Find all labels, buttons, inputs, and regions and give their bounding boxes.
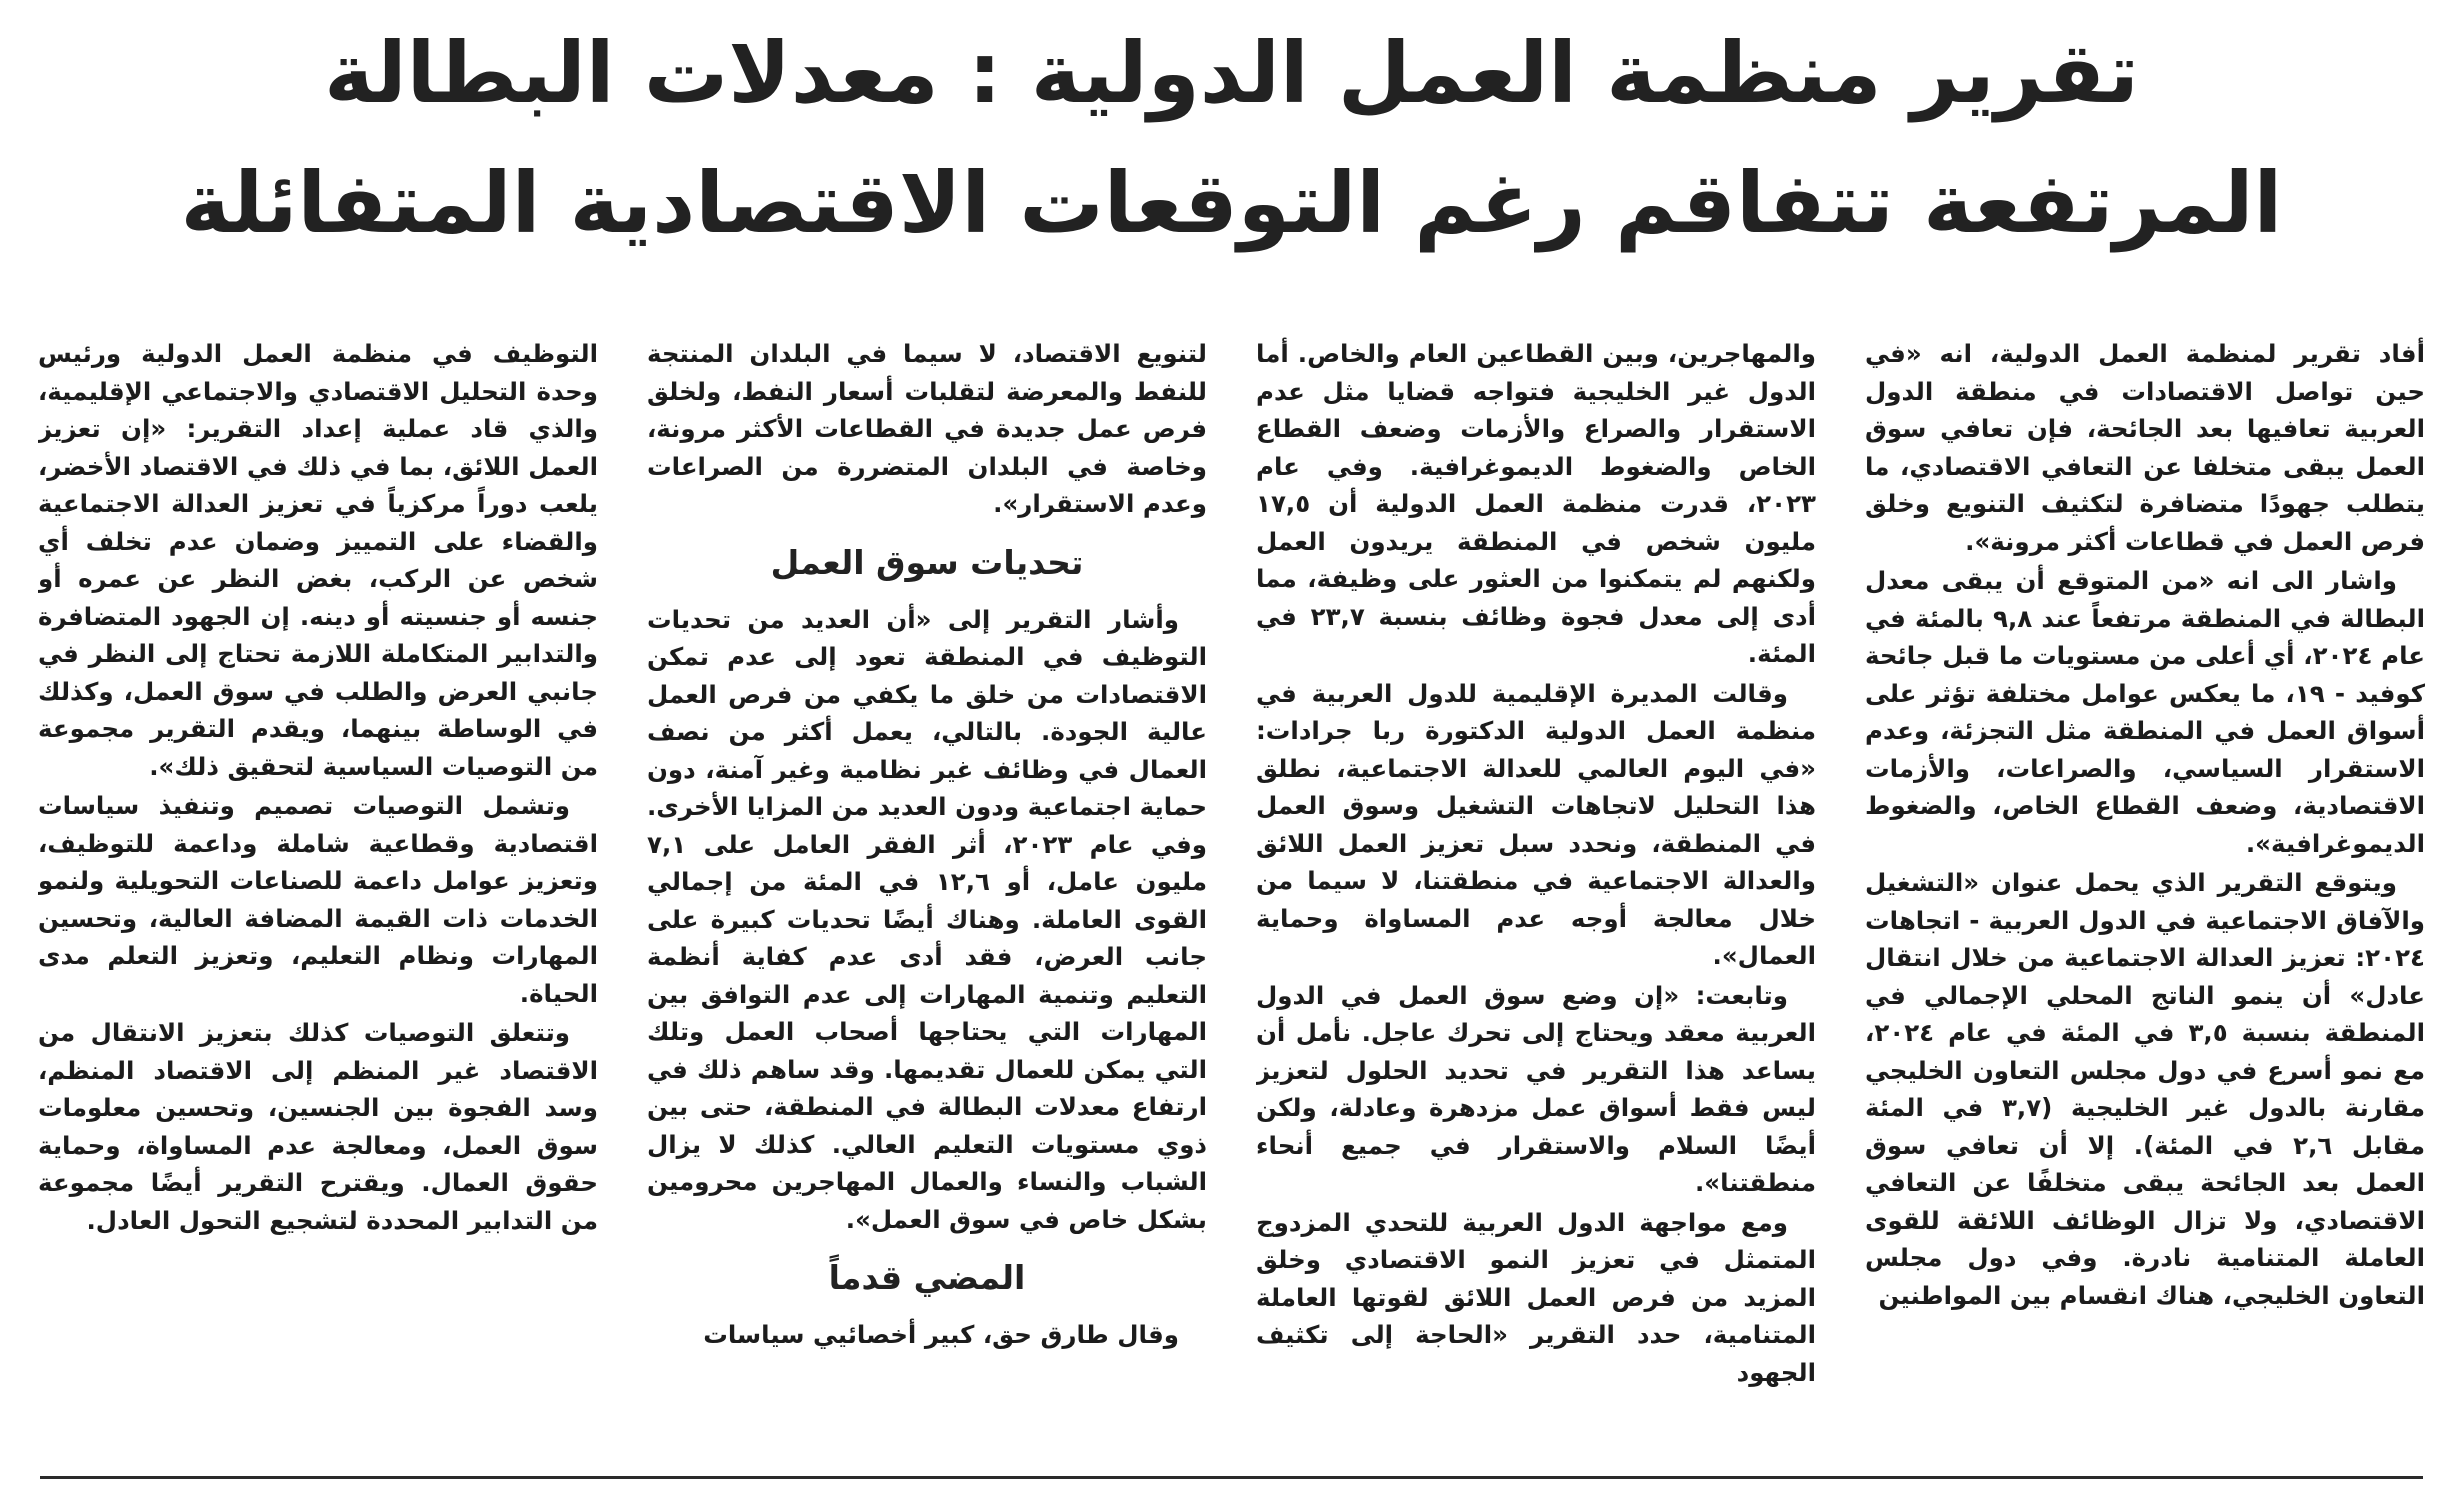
paragraph: وقالت المديرة الإقليمية للدول العربية في منظمة العمل الدولية الدكتورة ربا جرادات: «في اليوم العالمي للعدالة الاجتماعية، نطلق هذا التحليل لاتجاهات التشغيل وسوق العمل في المنطقة، ونحدد سبل تعزيز العمل اللائق والعدالة الاجتماعية في منطقتنا، لا سيما من خلال معالجة أوجه عدم المساواة وحماية العمال». (1256, 678, 1816, 970)
column-1 (1865, 335, 2425, 1460)
headline-line-2: المرتفعة تتفاقم رغم التوقعات الاقتصادية المتفائلة (180, 154, 2283, 252)
paragraph: وتشمل التوصيات تصميم وتنفيذ سياسات اقتصادية وقطاعية شاملة وداعمة للتوظيف، وتعزيز عوامل داعمة للصناعات التحويلية ولنمو الخدمات ذات القيمة المضافة العالية، وتحسين المهارات ونظام التعليم، وتعزيز التعلم مدى الحياة. (38, 791, 598, 1008)
paragraph: التوظيف في منظمة العمل الدولية ورئيس وحدة التحليل الاقتصادي والاجتماعي الإقليمية، والذي قاد عملية إعداد التقرير: «إن تعزيز العمل اللائق، بما في ذلك في الاقتصاد الأخضر، يلعب دوراً مركزياً في تعزيز العدالة الاجتماعية والقضاء على التمييز وضمان عدم تخلف أي شخص عن الركب، بغض النظر عن عمره أو جنسه أو جنسيته أو دينه. إن الجهود المتضافرة والتدابير المتكاملة اللازمة تحتاج إلى النظر في جانبي العرض والطلب في سوق العمل، وكذلك في الوساطة بينهما، ويقدم التقرير مجموعة من التوصيات السياسية لتحقيق ذلك». (38, 339, 598, 781)
article-columns (38, 335, 2425, 1460)
paragraph: وقال طارق حق، كبير أخصائيي سياسات (703, 1320, 1179, 1349)
column-4 (38, 335, 598, 1460)
paragraph: وتتعلق التوصيات كذلك بتعزيز الانتقال من الاقتصاد غير المنظم إلى الاقتصاد المنظم، وسد الفجوة بين الجنسين، وتحسين معلومات سوق العمل، ومعالجة عدم المساواة، وحماية حقوق العمال. ويقترح التقرير أيضًا مجموعة من التدابير المحددة لتشجيع التحول العادل. (38, 1018, 598, 1235)
bottom-divider (40, 1476, 2423, 1479)
paragraph: والمهاجرين، وبين القطاعين العام والخاص. أما الدول غير الخليجية فتواجه قضايا مثل عدم الاستقرار والصراع والأزمات وضعف القطاع الخاص والضغوط الديموغرافية. وفي عام ٢٠٢٣، قدرت منظمة العمل الدولية أن ١٧,٥ مليون شخص في المنطقة يريدون العمل ولكنهم لم يتمكنوا من العثور على وظيفة، مما أدى إلى معدل فجوة وظائف بنسبة ٢٣,٧ في المئة. (1256, 339, 1816, 668)
paragraph: وأشار التقرير إلى «أن العديد من تحديات التوظيف في المنطقة تعود إلى عدم تمكن الاقتصادات من خلق ما يكفي من فرص العمل عالية الجودة. بالتالي، يعمل أكثر من نصف العمال في وظائف غير نظامية وغير آمنة، دون حماية اجتماعية ودون العديد من المزايا الأخرى. وفي عام ٢٠٢٣، أثر الفقر العامل على ٧,١ مليون عامل، أو ١٢,٦ في المئة من إجمالي القوى العاملة. وهناك أيضًا تحديات كبيرة على جانب العرض، فقد أدى عدم كفاية أنظمة التعليم وتنمية المهارات إلى عدم التوافق بين المهارات التي يحتاجها أصحاب العمل وتلك التي يمكن للعمال تقديمها. وقد ساهم ذلك في ارتفاع معدلات البطالة في المنطقة، حتى بين ذوي مستويات التعليم العالي. كذلك لا يزال الشباب والنساء والعمال المهاجرين محرومين بشكل خاص في سوق العمل». (647, 604, 1207, 1234)
paragraph: لتنويع الاقتصاد، لا سيما في البلدان المنتجة للنفط والمعرضة لتقلبات أسعار النفط، ولخلق فرص عمل جديدة في القطاعات الأكثر مرونة، وخاصة في البلدان المتضررة من الصراعات وعدم الاستقرار». (647, 339, 1207, 518)
paragraph: وتابعت: «إن وضع سوق العمل في الدول العربية معقد ويحتاج إلى تحرك عاجل. نأمل أن يساعد هذا التقرير في تحديد الحلول لتعزيز ليس فقط أسواق عمل مزدهرة وعادلة، ولكن أيضًا السلام والاستقرار في جميع أنحاء منطقتنا». (1256, 980, 1816, 1197)
paragraph: أفاد تقرير لمنظمة العمل الدولية، انه «في حين تواصل الاقتصادات في منطقة الدول العربية تعافيها بعد الجائحة، فإن تعافي سوق العمل يبقى متخلفا عن التعافي الاقتصادي، ما يتطلب جهودًا متضافرة لتكثيف التنويع وخلق فرص العمل في قطاعات أكثر مرونة». (1865, 339, 2425, 556)
column-3 (647, 335, 1207, 1460)
headline-line-1: تقرير منظمة العمل الدولية : معدلات البطالة (324, 24, 2139, 122)
column-2 (1256, 335, 1816, 1460)
section-subheading: المضي قدماً (828, 1258, 1026, 1297)
article-headline (30, 8, 2433, 268)
paragraph: ومع مواجهة الدول العربية للتحدي المزدوج المتمثل في تعزيز النمو الاقتصادي وخلق المزيد من فرص العمل اللائق لقوتها العاملة المتنامية، حدد التقرير «الحاجة إلى تكثيف الجهود (1256, 1207, 1816, 1387)
section-subheading: تحديات سوق العمل (770, 542, 1084, 582)
paragraph: واشار الى انه «من المتوقع أن يبقى معدل البطالة في المنطقة مرتفعاً عند ٩,٨ بالمئة في عام ٢٠٢٤، أي أعلى من مستويات ما قبل جائحة كوفيد - ١٩، ما يعكس عوامل مختلفة تؤثر على أسواق العمل في المنطقة مثل التجزئة، وعدم الاستقرار السياسي، والصراعات، والأزمات الاقتصادية، وضعف القطاع الخاص، والضغوط الديموغرافية». (1865, 566, 2425, 858)
paragraph: ويتوقع التقرير الذي يحمل عنوان «التشغيل والآفاق الاجتماعية في الدول العربية - اتجاهات ٢٠٢٤: تعزيز العدالة الاجتماعية من خلال انتقال عادل» أن ينمو الناتج المحلي الإجمالي في المنطقة بنسبة ٣,٥ في المئة في عام ٢٠٢٤، مع نمو أسرع في دول مجلس التعاون الخليجي مقارنة بالدول غير الخليجية (٣,٧ في المئة مقابل ٢,٦ في المئة). إلا أن تعافي سوق العمل بعد الجائحة يبقى متخلفًا عن التعافي الاقتصادي، ولا تزال الوظائف اللائقة للقوى العاملة المتنامية نادرة. وفي دول مجلس التعاون الخليجي، هناك انقسام بين المواطنين (1865, 868, 2425, 1310)
